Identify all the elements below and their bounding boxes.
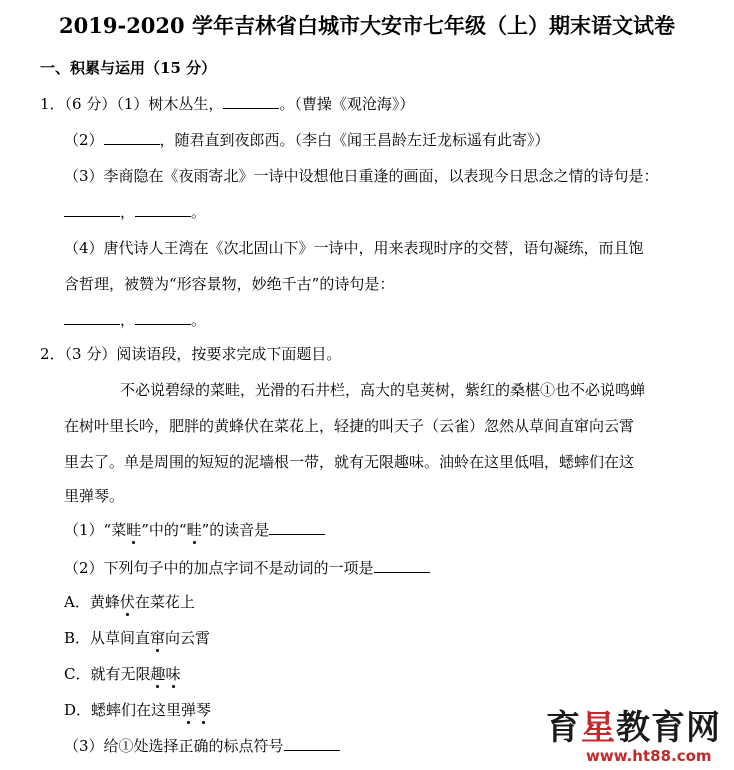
- question-1-part-4: （4）唐代诗人王湾在《次北固山下》一诗中，用来表现时序的交替，语句凝练，而且饱: [64, 239, 644, 257]
- passage-line: 不必说碧绿的菜畦，光滑的石井栏，高大的皂荚树，紫红的桑椹①也不必说鸣蝉: [120, 381, 646, 399]
- question-1-part-2: [64, 130, 550, 150]
- text: ”中的“: [141, 521, 187, 539]
- watermark-char: 星: [581, 708, 616, 748]
- text: 。（曹操《观沧海》）: [279, 95, 415, 113]
- question-2-heading: 2．（3 分）阅读语段，按要求完成下面题目。: [40, 345, 342, 363]
- text: C．就有无限: [64, 665, 151, 683]
- dotted-char: 畦: [186, 521, 202, 539]
- text: D．蟋蟀们在这里: [64, 701, 182, 719]
- dotted-char: 窜: [150, 629, 166, 647]
- dotted-char: 伏: [119, 593, 135, 611]
- watermark-char: 育: [546, 708, 581, 748]
- answer-blank: [135, 310, 191, 325]
- passage-line: 里弹琴。: [64, 487, 125, 505]
- watermark-url: www.ht88.com: [586, 747, 712, 765]
- question-1-part-4-cont: 含哲理，被赞为“形容景物，妙绝千古”的诗句是：: [64, 275, 395, 293]
- separator: ，: [120, 311, 136, 329]
- option-a: [64, 592, 195, 612]
- answer-blank: [104, 130, 160, 145]
- answer-blank: [269, 520, 325, 535]
- passage-line: 在树叶里长吟，肥胖的黄蜂伏在菜花上，轻捷的叫天子（云雀）忽然从草间直窜向云霄: [64, 417, 635, 435]
- answer-blank: [223, 94, 279, 109]
- watermark-char: 育: [651, 708, 686, 748]
- question-1-part-4-answers: [64, 310, 206, 330]
- text: A．黄蜂: [64, 593, 120, 611]
- answer-blank: [284, 736, 340, 751]
- option-d: [64, 700, 211, 720]
- question-2-sub-1: [64, 520, 325, 540]
- question-2-sub-3: [64, 736, 340, 756]
- document-title: 2019-2020 学年吉林省白城市大安市七年级（上）期末语文试卷: [59, 13, 675, 38]
- answer-blank: [64, 310, 120, 325]
- option-c: [64, 664, 181, 684]
- text: ”的读音是: [201, 521, 270, 539]
- dotted-char: 琴: [196, 701, 212, 719]
- separator: ，: [120, 203, 136, 221]
- section-heading: 一、积累与运用（15 分）: [40, 59, 217, 77]
- text: 1．（6 分）（1）树木丛生，: [40, 95, 224, 113]
- watermark-logo: [546, 708, 726, 764]
- text: （2）下列句子中的加点字词不是动词的一项是: [64, 559, 374, 577]
- watermark-char: 教: [616, 708, 651, 748]
- text: 在菜花上: [134, 593, 195, 611]
- watermark-title: [546, 708, 721, 748]
- passage-line: 里去了。单是周围的短短的泥墙根一带，就有无限趣味。油蛉在这里低唱，蟋蟀们在这: [64, 453, 635, 471]
- end-mark: 。: [191, 311, 207, 329]
- question-1-part-3: （3）李商隐在《夜雨寄北》一诗中设想他日重逢的画面，以表现今日思念之情的诗句是：: [64, 167, 659, 185]
- end-mark: 。: [191, 203, 207, 221]
- text: ，随君直到夜郎西。（李白《闻王昌龄左迁龙标遥有此寄》）: [159, 131, 550, 149]
- question-1-part-1: [40, 94, 414, 114]
- answer-blank: [374, 558, 430, 573]
- answer-blank: [135, 202, 191, 217]
- dotted-char: 弹: [181, 701, 197, 719]
- text: （2）: [64, 131, 104, 149]
- dotted-char: 畦: [126, 521, 142, 539]
- dotted-char: 味: [165, 665, 181, 683]
- text: （1）“菜: [64, 521, 127, 539]
- question-2-sub-2: [64, 558, 430, 578]
- question-1-part-3-answers: [64, 202, 206, 222]
- text: B．从草间直: [64, 629, 151, 647]
- text: 向云霄: [165, 629, 211, 647]
- watermark-char: 网: [686, 708, 721, 748]
- answer-blank: [64, 202, 120, 217]
- option-b: [64, 628, 210, 648]
- dotted-char: 趣: [150, 665, 166, 683]
- text: （3）给①处选择正确的标点符号: [64, 737, 284, 755]
